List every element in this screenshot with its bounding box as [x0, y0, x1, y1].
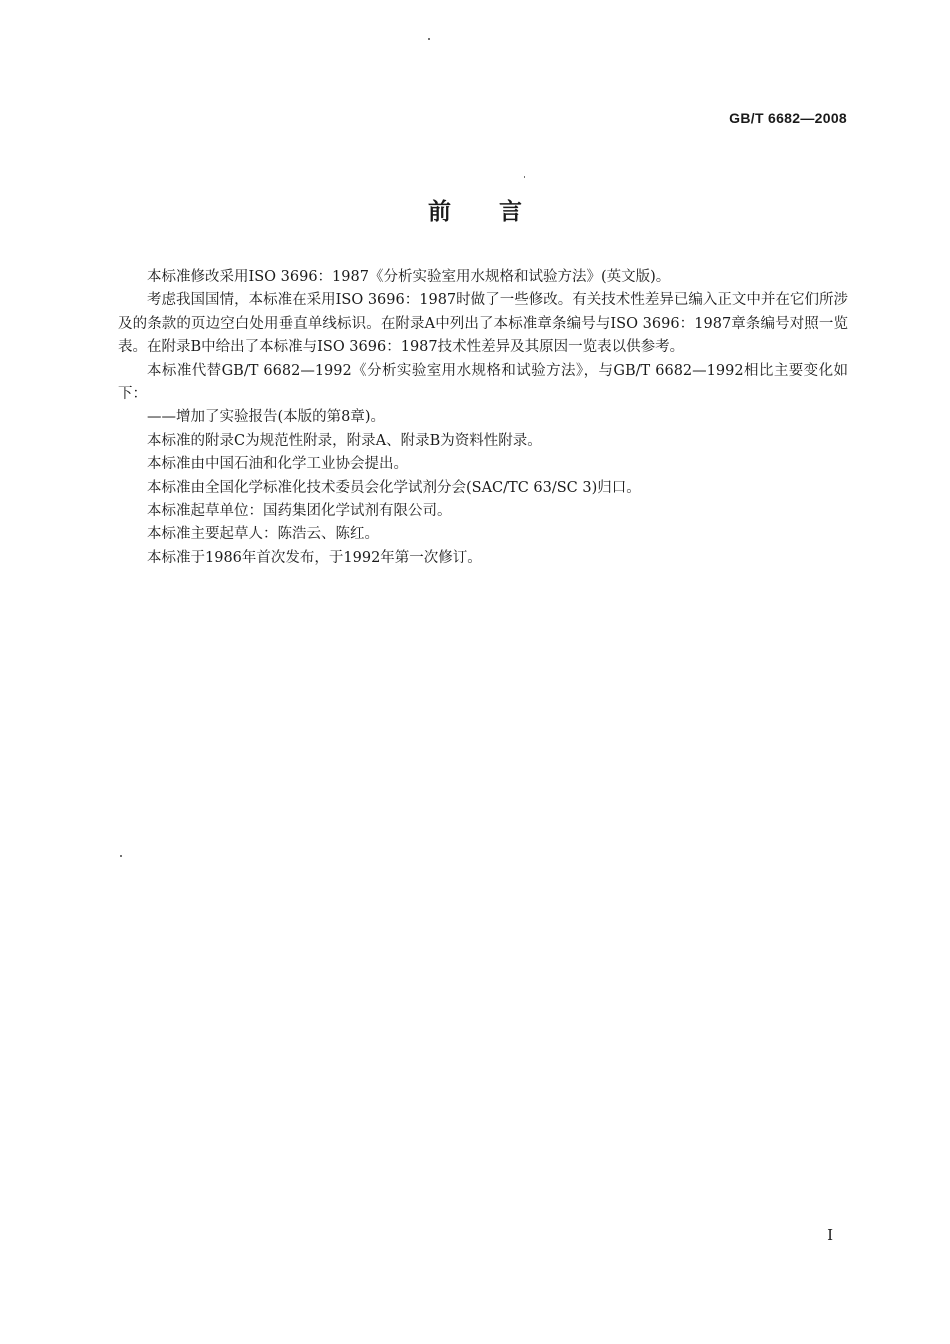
- paragraph-committee: 本标准由全国化学标准化技术委员会化学试剂分会(SAC/TC 63/SC 3)归口。: [147, 479, 641, 496]
- paragraph-proposer: 本标准由中国石油和化学工业协会提出。: [147, 456, 408, 473]
- page-title: 前言: [428, 199, 570, 225]
- paragraph-modifications: 考虑我国国情，本标准在采用ISO 3696：1987时做了一些修改。有关技术性差异已编入正文中并在它们所涉及的条款的页边空白处用垂直单线标识。在附录A中列出了本标准章条编号与ISO 3696：1987章条编号对照一览表。在附录B中给出了本标准与ISO 3696：1987技术性差异及其原因一览表以供参考。: [118, 292, 848, 356]
- foreword-body: [118, 266, 848, 570]
- scan-speck: [428, 38, 430, 40]
- page-number: I: [827, 1226, 833, 1244]
- paragraph-drafters: 本标准主要起草人：陈浩云、陈红。: [147, 526, 379, 543]
- paragraph-replacement: 本标准代替GB/T 6682—1992《分析实验室用水规格和试验方法》，与GB/T 6682—1992相比主要变化如下：: [118, 362, 848, 403]
- paragraph-adoption: 本标准修改采用ISO 3696：1987《分析实验室用水规格和试验方法》(英文版)。: [147, 269, 671, 285]
- paragraph-annexes: 本标准的附录C为规范性附录，附录A、附录B为资料性附录。: [147, 432, 542, 449]
- standard-code: GB/T 6682—2008: [729, 110, 847, 126]
- paragraph-history: 本标准于1986年首次发布，于1992年第一次修订。: [147, 549, 482, 566]
- paragraph-drafting-unit: 本标准起草单位：国药集团化学试剂有限公司。: [147, 503, 452, 520]
- scan-speck: [524, 176, 525, 178]
- paragraph-change-item: ——增加了实验报告(本版的第8章)。: [147, 409, 386, 426]
- scan-speck: [120, 855, 122, 857]
